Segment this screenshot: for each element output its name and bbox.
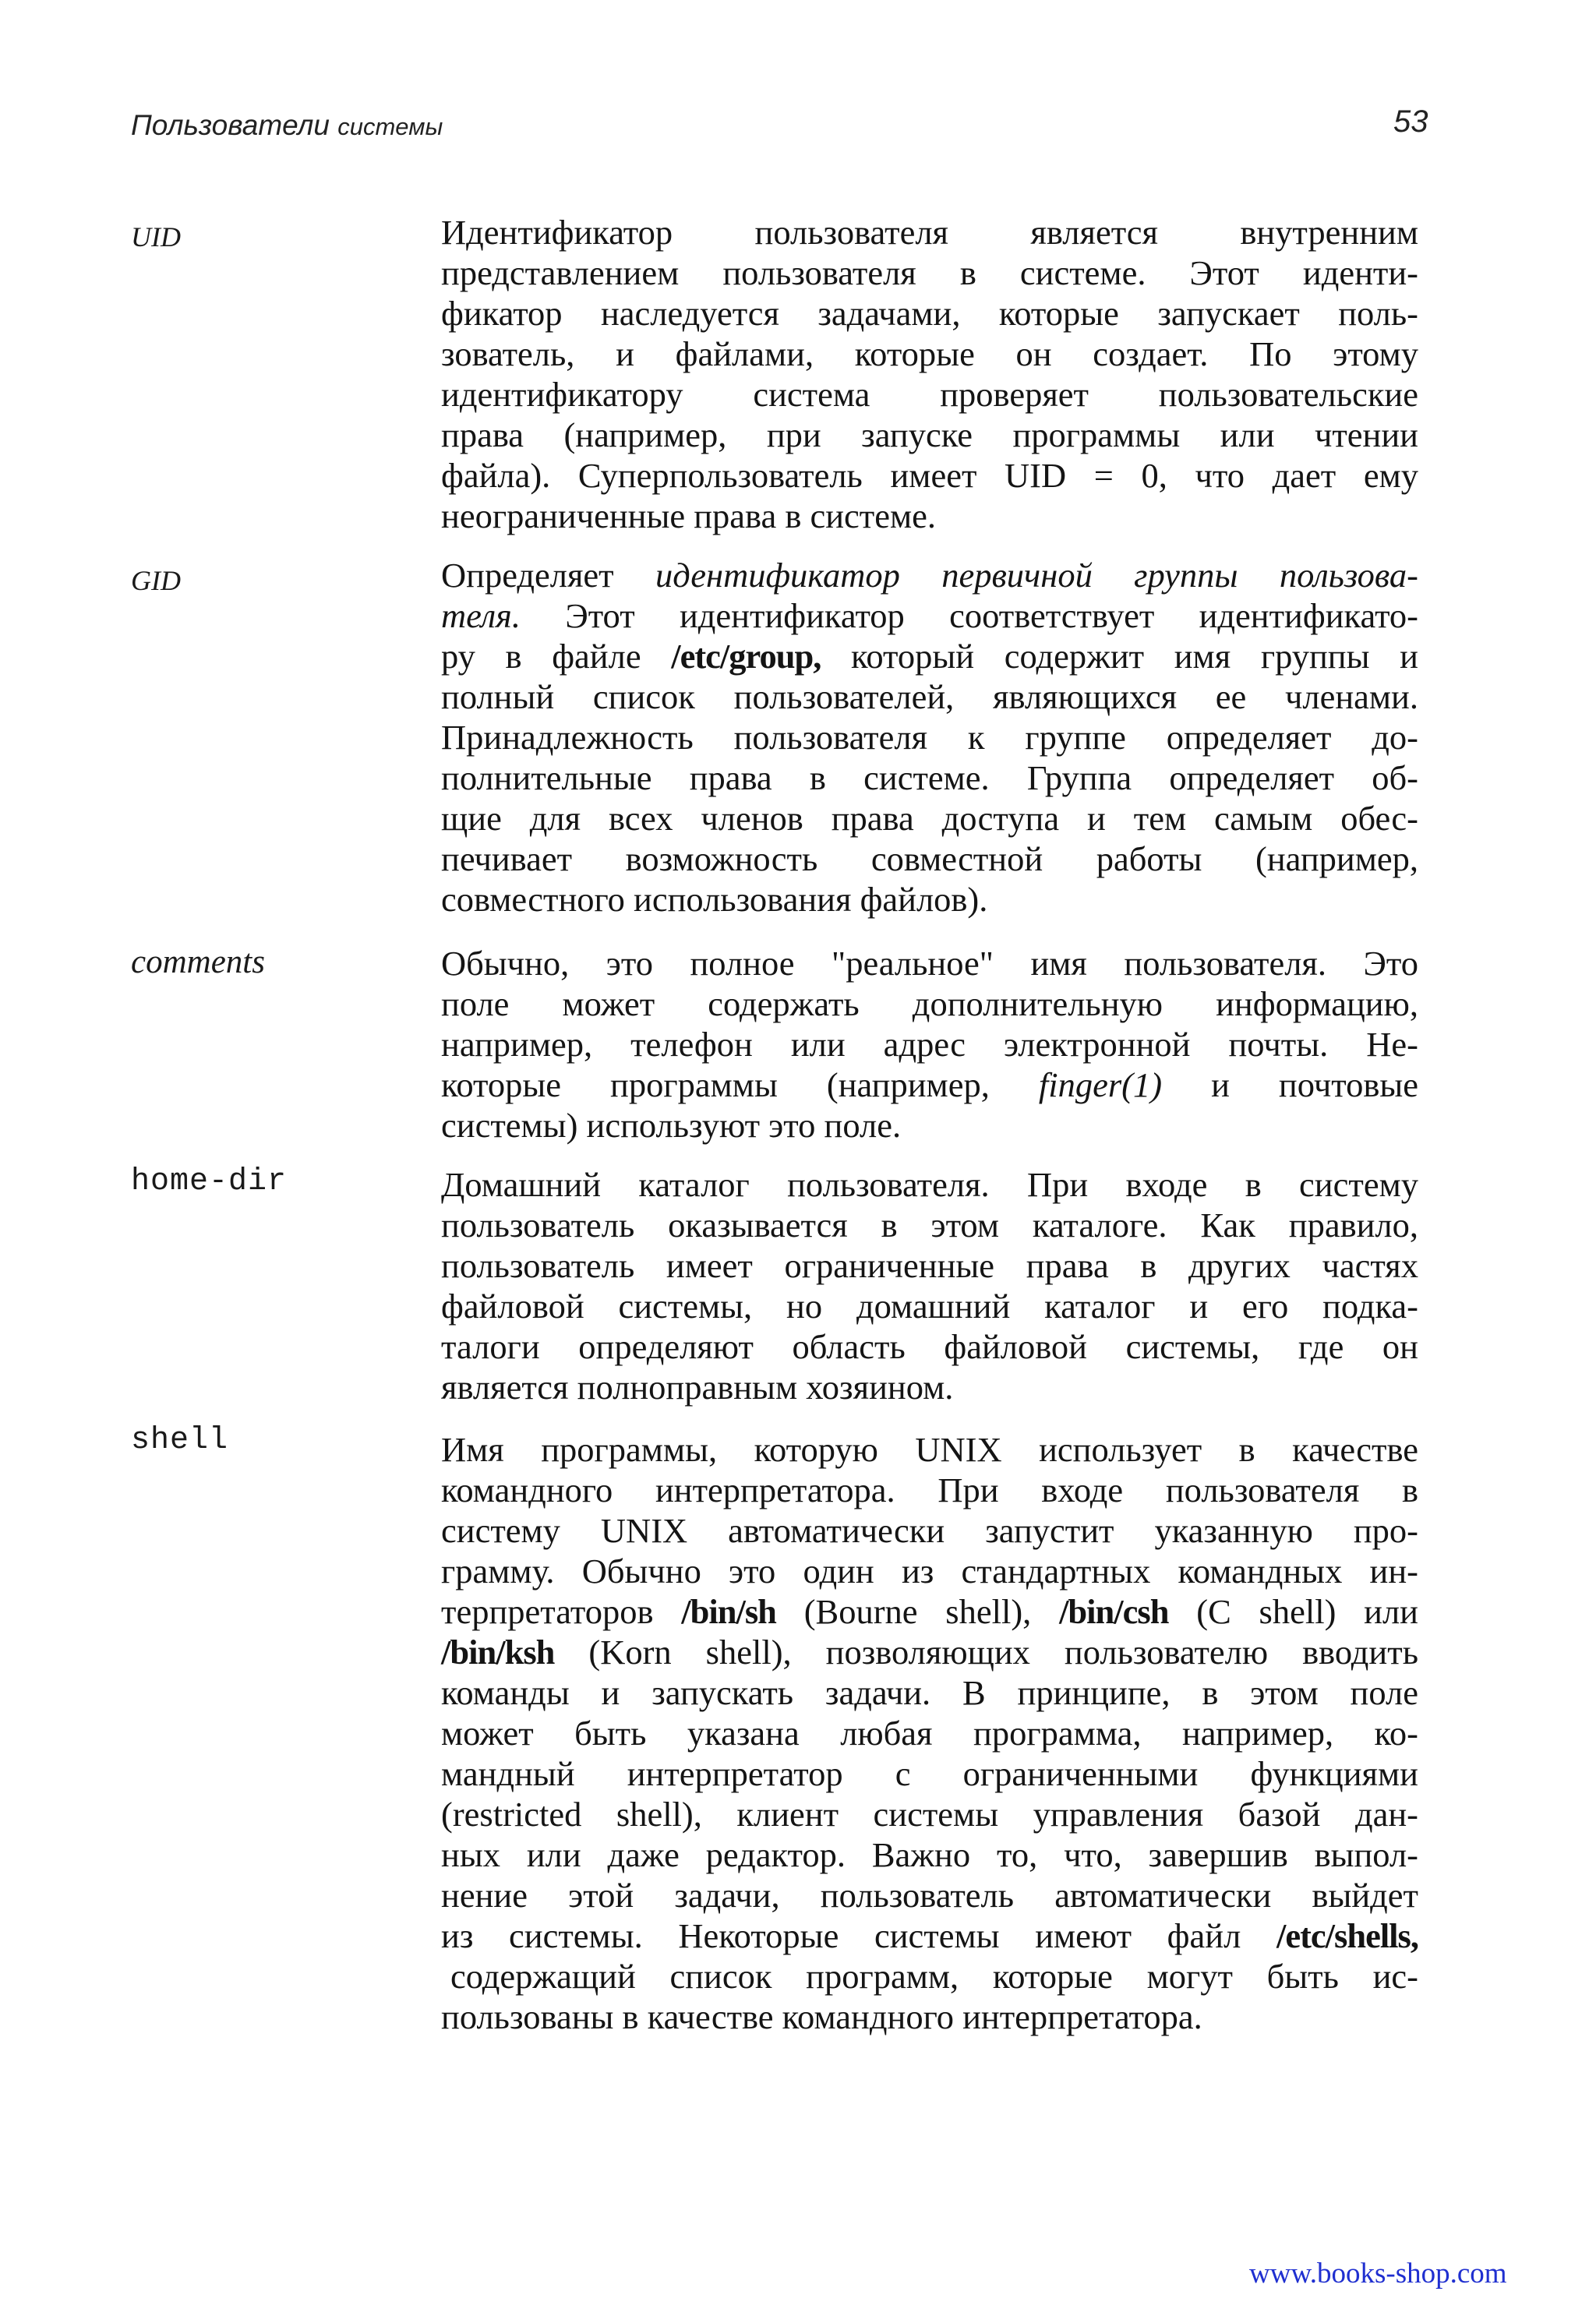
text-line: /bin/ksh (Korn shell), позволяющих пользователю вводить — [441, 1633, 1418, 1672]
text-line: фикатор наследуется задачами, которые запускает поль- — [441, 294, 1418, 333]
text-line: права (например, при запуске программы или чтении — [441, 415, 1418, 454]
text-line: может быть указана любая программа, например, ко- — [441, 1714, 1418, 1753]
text-line: теля. Этот идентификатор соответствует идентификато- — [441, 596, 1418, 635]
text-line: мандный интерпретатор с ограниченными функциями — [441, 1754, 1418, 1793]
text-line: файла). Суперпользователь имеет UID = 0, что дает ему — [441, 456, 1418, 495]
text-line: пользователь имеет ограниченные права в других частях — [441, 1246, 1418, 1285]
text-line: пользованы в качестве командного интерпретатора. — [441, 1997, 1202, 2036]
text-line: Обычно, это полное "реальное" имя пользователя. Это — [441, 944, 1418, 983]
text-line: пользователь оказывается в этом каталоге. Как правило, — [441, 1206, 1418, 1245]
text-line: из системы. Некоторые системы имеют файл /etc/shells, — [441, 1916, 1418, 1955]
text-line: содержащий список программ, которые могут быть ис- — [450, 1957, 1418, 1996]
text-line: талоги определяют область файловой системы, где он — [441, 1327, 1418, 1366]
text-line: совместного использования файлов). — [441, 880, 988, 919]
text-line: Идентификатор пользователя является внутренним — [441, 213, 1418, 252]
text-line: поле может содержать дополнительную информацию, — [441, 984, 1418, 1023]
text-line: неограниченные права в системе. — [441, 496, 937, 535]
text-line: терпретаторов /bin/sh (Bourne shell), /bin/csh (C shell) или — [441, 1592, 1418, 1631]
definition-shell — [441, 1429, 1418, 2037]
definition-comments — [441, 943, 1418, 1146]
footer-link[interactable]: www.books-shop.com — [1249, 2258, 1507, 2290]
text-line: представлением пользователя в системе. Этот иденти- — [441, 253, 1418, 292]
file-path: /bin/sh — [681, 1592, 776, 1631]
text-line: (restricted shell), клиент системы управления базой дан- — [441, 1795, 1418, 1834]
text-line: грамму. Обычно это один из стандартных командных ин- — [441, 1552, 1418, 1591]
file-path: /etc/group, — [671, 637, 821, 676]
text-line: Домашний каталог пользователя. При входе в систему — [441, 1165, 1418, 1204]
text-line: Определяет идентификатор первичной группы пользова- — [441, 556, 1418, 595]
text-line: системы) используют это поле. — [441, 1106, 902, 1145]
text-line: командного интерпретатора. При входе пользователя в — [441, 1471, 1418, 1509]
definition-uid — [441, 212, 1418, 536]
term-uid: UID — [131, 221, 181, 252]
running-header — [131, 109, 443, 142]
page-number: 53 — [1393, 104, 1428, 139]
text-line: команды и запускать задачи. В принципе, в этом поле — [441, 1673, 1418, 1712]
text-line: которые программы (например, finger(1) и почтовые — [441, 1065, 1418, 1104]
text-line: является полноправным хозяином. — [441, 1368, 954, 1407]
text-line: нение этой задачи, пользователь автоматически выйдет — [441, 1876, 1418, 1915]
definition-gid — [441, 555, 1418, 920]
header-title-small: системы — [337, 113, 443, 140]
text-line: щие для всех членов права доступа и тем самым обес- — [441, 799, 1418, 838]
text-line: печивает возможность совместной работы (например, — [441, 839, 1418, 878]
text-line: зователь, и файлами, которые он создает. По этому — [441, 334, 1418, 373]
file-path: /etc/shells, — [1276, 1916, 1418, 1955]
term-comments: comments — [131, 944, 265, 980]
text-line: полный список пользователей, являющихся ее членами. — [441, 677, 1418, 716]
header-title-main: Пользователи — [131, 109, 330, 141]
text-line: ру в файле /etc/group, который содержит имя группы и — [441, 637, 1418, 676]
definition-home-dir — [441, 1164, 1418, 1407]
text-line: Принадлежность пользователя к группе определяет до- — [441, 718, 1418, 757]
text-line: ных или даже редактор. Важно то, что, завершив выпол- — [441, 1835, 1418, 1874]
file-path: /bin/csh — [1059, 1592, 1169, 1631]
term-gid: GID — [131, 565, 181, 596]
term-shell: shell — [131, 1423, 229, 1458]
text-line: систему UNIX автоматически запустит указанную про- — [441, 1511, 1418, 1550]
file-path: /bin/ksh — [441, 1633, 555, 1672]
text-line: полнительные права в системе. Группа определяет об- — [441, 758, 1418, 797]
term-home-dir: home-dir — [131, 1164, 288, 1199]
text-line: например, телефон или адрес электронной почты. Не- — [441, 1025, 1418, 1064]
text-line: Имя программы, которую UNIX использует в качестве — [441, 1430, 1418, 1469]
text-line: файловой системы, но домашний каталог и его подка- — [441, 1287, 1418, 1326]
text-line: идентификатору система проверяет пользовательские — [441, 375, 1418, 414]
